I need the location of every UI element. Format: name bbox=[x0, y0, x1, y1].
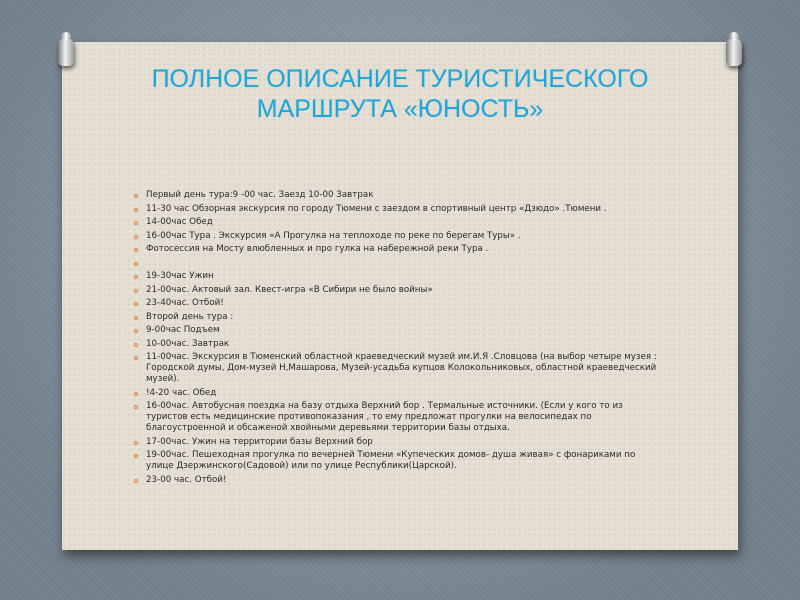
circle-bullet-icon bbox=[134, 392, 138, 396]
list-item-text: Второй день тура : bbox=[146, 311, 234, 322]
pushpin-icon-left bbox=[58, 38, 74, 66]
circle-bullet-icon bbox=[134, 329, 138, 333]
list-item-text: Первый день тура:9 -00 час. Заезд 10-00 Завтрак bbox=[146, 190, 374, 200]
circle-bullet-icon bbox=[134, 316, 138, 320]
list-item-text: !4-20 час. Обед bbox=[146, 387, 217, 398]
list-item bbox=[134, 450, 664, 472]
circle-bullet-icon bbox=[134, 405, 138, 409]
list-item-text: 16-00час. Автобусная поездка на базу отдыха Верхний бор . Термальные источники. (Если у кого то из туристов есть медицинские противопоказания , то ему предложат прогулки на велосипедах по благоустроенной и обсаженой хвойными деревьями территории базы отдыха. bbox=[146, 401, 623, 433]
itinerary-list bbox=[134, 190, 664, 488]
list-item bbox=[134, 204, 664, 215]
circle-bullet-icon bbox=[134, 343, 138, 347]
list-item bbox=[134, 298, 664, 309]
list-item-text: 14-00час Обед bbox=[146, 217, 213, 227]
circle-bullet-icon bbox=[134, 479, 138, 483]
circle-bullet-icon bbox=[134, 441, 138, 445]
list-item bbox=[134, 312, 664, 323]
list-item bbox=[134, 437, 664, 448]
list-item-text: 19-00час. Пешеходная прогулка по вечерней Тюмени «Купеческих домов- душа живая» с фонариками по улице Дзержинского(Садовой) или по улице Республики(Царской). bbox=[146, 450, 636, 471]
list-item bbox=[134, 339, 664, 350]
list-item bbox=[134, 325, 664, 336]
list-item-text: 23-00 час. Отбой! bbox=[146, 474, 227, 485]
circle-bullet-icon bbox=[134, 262, 138, 266]
list-item bbox=[134, 190, 664, 201]
list-item bbox=[134, 388, 664, 399]
list-item-text: 16-00час Тура . Экскурсия «А Прогулка на теплоходе по реке по берегам Туры» . bbox=[146, 230, 521, 241]
list-item-text: 17-00час. Ужин на территории базы Верхний бор bbox=[146, 436, 373, 447]
circle-bullet-icon bbox=[134, 302, 138, 306]
list-item bbox=[134, 271, 664, 282]
circle-bullet-icon bbox=[134, 208, 138, 212]
list-item bbox=[134, 285, 664, 296]
circle-bullet-icon bbox=[134, 248, 138, 252]
list-item bbox=[134, 475, 664, 486]
slide-title: ПОЛНОЕ ОПИСАНИЕ ТУРИСТИЧЕСКОГО МАРШРУТА «ЮНОСТЬ» bbox=[151, 65, 649, 123]
circle-bullet-icon bbox=[134, 454, 138, 458]
list-item-text: 23-40час. Отбой! bbox=[146, 298, 224, 308]
pushpin-icon-right bbox=[726, 38, 742, 66]
list-item-text: 21-00час. Актовый зал. Квест-игра «В Сибири не было войны» bbox=[146, 284, 433, 295]
list-item bbox=[134, 401, 664, 434]
list-item-text: 9-00час Подъем bbox=[146, 325, 220, 335]
list-item bbox=[134, 258, 664, 269]
circle-bullet-icon bbox=[134, 194, 138, 198]
circle-bullet-icon bbox=[134, 289, 138, 293]
list-item-text: 10-00час. Завтрак bbox=[146, 338, 230, 349]
list-item bbox=[134, 244, 664, 255]
circle-bullet-icon bbox=[134, 275, 138, 279]
circle-bullet-icon bbox=[134, 356, 138, 360]
list-item-text: 19-30час Ужин bbox=[146, 271, 214, 281]
circle-bullet-icon bbox=[134, 235, 138, 239]
circle-bullet-icon bbox=[134, 221, 138, 225]
list-item-text: 11-30 час Обзорная экскурсия по городу Тюмени с заездом в спортивный центр «Дзюдо» .Тюмени . bbox=[146, 203, 607, 214]
list-item bbox=[134, 231, 664, 242]
list-item-text: 11-00час. Экскурсия в Тюменский областной краеведческий музей им.И.Я .Словцова (на выбор четыре музея : Городской думы, Дом-музей Н,Машарова, Музей-усадьба купцов Колокольниковых, областной краеведческий музей). bbox=[146, 352, 657, 384]
list-item bbox=[134, 217, 664, 228]
list-item bbox=[134, 352, 664, 385]
list-item-text: Фотосессия на Мосту влюбленных и про гулка на набережной реки Тура . bbox=[146, 244, 489, 254]
